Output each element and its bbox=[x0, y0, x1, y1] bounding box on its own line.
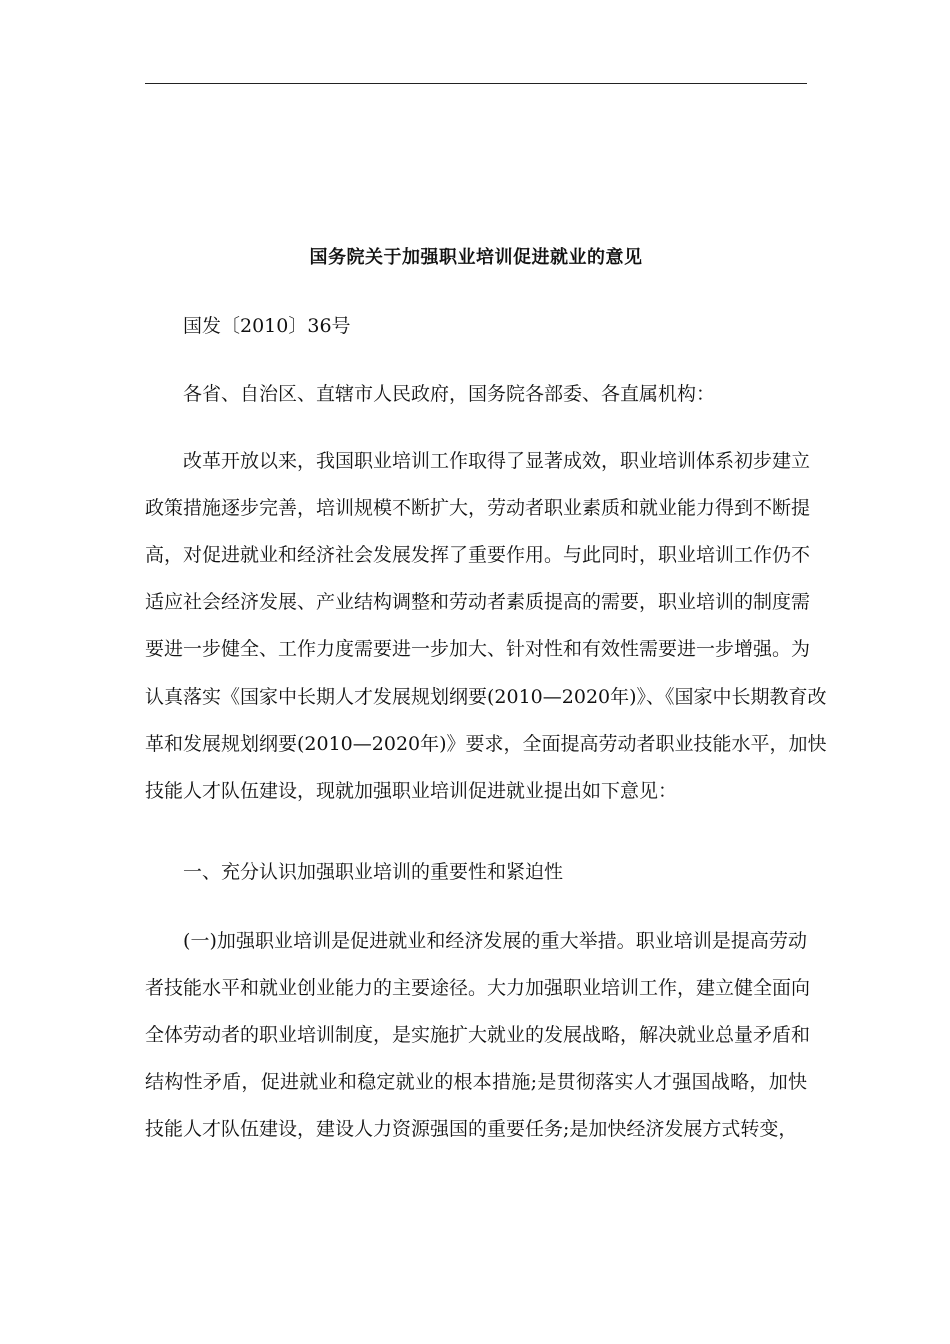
section-paragraph-line: 者技能水平和就业创业能力的主要途径。大力加强职业培训工作，建立健全面向 bbox=[145, 977, 811, 999]
section-paragraph-line: 全体劳动者的职业培训制度，是实施扩大就业的发展战略，解决就业总量矛盾和 bbox=[145, 1024, 811, 1046]
section-paragraph-line: (一)加强职业培训是促进就业和经济发展的重大举措。职业培训是提高劳动 bbox=[183, 930, 807, 952]
header-rule bbox=[145, 83, 807, 84]
intro-line: 改革开放以来，我国职业培训工作取得了显著成效，职业培训体系初步建立 bbox=[183, 450, 811, 472]
intro-line: 要进一步健全、工作力度需要进一步加大、针对性和有效性需要进一步增强。为 bbox=[145, 638, 811, 660]
document-number: 国发〔2010〕36号 bbox=[183, 315, 351, 337]
intro-line: 政策措施逐步完善，培训规模不断扩大，劳动者职业素质和就业能力得到不断提 bbox=[145, 497, 811, 519]
intro-line: 认真落实《国家中长期人才发展规划纲要(2010—2020年)》、《国家中长期教育改 bbox=[145, 686, 827, 708]
section-paragraph-line: 技能人才队伍建设，建设人力资源强国的重要任务;是加快经济发展方式转变， bbox=[145, 1118, 798, 1140]
intro-line: 适应社会经济发展、产业结构调整和劳动者素质提高的需要，职业培训的制度需 bbox=[145, 591, 811, 613]
section-heading: 一、充分认识加强职业培训的重要性和紧迫性 bbox=[183, 861, 564, 883]
addressee: 各省、自治区、直辖市人民政府，国务院各部委、各直属机构： bbox=[183, 383, 716, 405]
document-title: 国务院关于加强职业培训促进就业的意见 bbox=[309, 247, 643, 268]
intro-line: 高，对促进就业和经济社会发展发挥了重要作用。与此同时，职业培训工作仍不 bbox=[145, 544, 811, 566]
intro-line: 革和发展规划纲要(2010—2020年)》要求，全面提高劳动者职业技能水平，加快 bbox=[145, 733, 827, 755]
intro-line: 技能人才队伍建设，现就加强职业培训促进就业提出如下意见： bbox=[145, 780, 678, 802]
section-paragraph-line: 结构性矛盾，促进就业和稳定就业的根本措施;是贯彻落实人才强国战略，加快 bbox=[145, 1071, 807, 1093]
